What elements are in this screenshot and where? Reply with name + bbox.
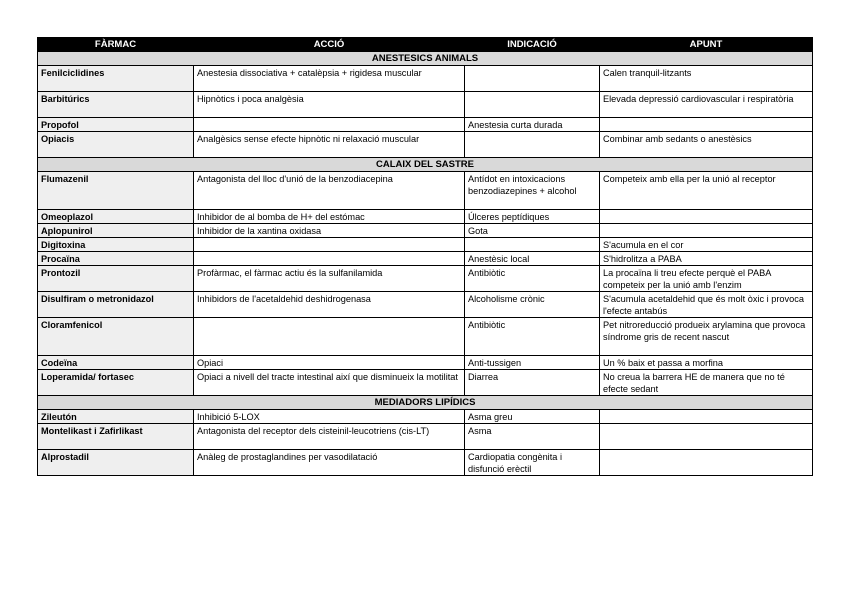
indication-cell: Antídot en intoxicacions benzodiazepines + alcohol (465, 172, 600, 210)
note-cell (600, 450, 813, 476)
table-row (38, 224, 813, 238)
table-row (38, 92, 813, 118)
drug-cell: Prontozil (38, 266, 194, 292)
table-row (38, 172, 813, 210)
section-row (38, 158, 813, 172)
drug-cell: Fenilciclidines (38, 66, 194, 92)
indication-cell: Antibiòtic (465, 266, 600, 292)
indication-cell: Diarrea (465, 370, 600, 396)
note-cell: Un % baix et passa a morfina (600, 356, 813, 370)
drug-cell: Omeoplazol (38, 210, 194, 224)
action-cell (194, 238, 465, 252)
action-cell: Anàleg de prostaglandines per vasodilatació (194, 450, 465, 476)
indication-cell: Antibiòtic (465, 318, 600, 356)
drug-cell: Digitoxina (38, 238, 194, 252)
indication-cell: Alcoholisme crònic (465, 292, 600, 318)
drug-cell: Zileutón (38, 410, 194, 424)
section-title: CALAIX DEL SASTRE (38, 158, 813, 172)
action-cell: Antagonista del lloc d'unió de la benzodiacepina (194, 172, 465, 210)
indication-cell: Asma (465, 424, 600, 450)
drug-cell: Disulfiram o metronidazol (38, 292, 194, 318)
header-indicacio: INDICACIÓ (465, 38, 600, 52)
section-title: MEDIADORS LIPÍDICS (38, 396, 813, 410)
note-cell: Calen tranquil-litzants (600, 66, 813, 92)
table-row (38, 356, 813, 370)
indication-cell: Úlceres peptídiques (465, 210, 600, 224)
action-cell: Opiaci (194, 356, 465, 370)
table-row (38, 266, 813, 292)
indication-cell: Anti-tussigen (465, 356, 600, 370)
indication-cell: Cardiopatia congènita i disfunció erèctil (465, 450, 600, 476)
note-cell: S'acumula en el cor (600, 238, 813, 252)
table-row (38, 424, 813, 450)
section-row (38, 396, 813, 410)
action-cell: Hipnòtics i poca analgèsia (194, 92, 465, 118)
action-cell: Analgèsics sense efecte hipnòtic ni relaxació muscular (194, 132, 465, 158)
action-cell: Anestesia dissociativa + catalèpsia + rigidesa muscular (194, 66, 465, 92)
indication-cell: Anestesia curta durada (465, 118, 600, 132)
action-cell (194, 318, 465, 356)
table-row (38, 118, 813, 132)
indication-cell (465, 132, 600, 158)
table-row (38, 410, 813, 424)
table-row (38, 292, 813, 318)
indication-cell: Gota (465, 224, 600, 238)
note-cell: Combinar amb sedants o anestèsics (600, 132, 813, 158)
action-cell (194, 252, 465, 266)
section-title: ANESTESICS ANIMALS (38, 52, 813, 66)
header-accio: ACCIÓ (194, 38, 465, 52)
note-cell (600, 224, 813, 238)
note-cell: Elevada depressió cardiovascular i respiratòria (600, 92, 813, 118)
indication-cell (465, 66, 600, 92)
drug-cell: Propofol (38, 118, 194, 132)
action-cell: Inhibidor de la xantina oxidasa (194, 224, 465, 238)
table-row (38, 132, 813, 158)
drug-cell: Montelikast i Zafirlikast (38, 424, 194, 450)
note-cell (600, 118, 813, 132)
action-cell: Inhibidors de l'acetaldehid deshidrogenasa (194, 292, 465, 318)
drug-cell: Loperamida/ fortasec (38, 370, 194, 396)
header-farmac: FÀRMAC (38, 38, 194, 52)
header-apunt: APUNT (600, 38, 813, 52)
drug-cell: Cloramfenicol (38, 318, 194, 356)
indication-cell: Asma greu (465, 410, 600, 424)
drug-cell: Procaïna (38, 252, 194, 266)
drug-cell: Flumazenil (38, 172, 194, 210)
drug-cell: Alprostadil (38, 450, 194, 476)
note-cell: No creua la barrera HE de manera que no té efecte sedant (600, 370, 813, 396)
table-row (38, 450, 813, 476)
drug-cell: Opiacis (38, 132, 194, 158)
note-cell: S'hidrolitza a PABA (600, 252, 813, 266)
note-cell (600, 410, 813, 424)
table-row (38, 318, 813, 356)
table-row (38, 210, 813, 224)
header-row (38, 38, 813, 52)
note-cell: S'acumula acetaldehid que és molt òxic i provoca l'efecte antabús (600, 292, 813, 318)
action-cell: Inhibidor de al bomba de H+ del estómac (194, 210, 465, 224)
action-cell: Inhibició 5-LOX (194, 410, 465, 424)
action-cell: Antagonista del receptor dels cisteinil-leucotriens (cis-LT) (194, 424, 465, 450)
note-cell: La procaïna li treu efecte perquè el PABA competeix per la unió amb l'enzim (600, 266, 813, 292)
note-cell (600, 424, 813, 450)
table-row (38, 252, 813, 266)
section-row (38, 52, 813, 66)
note-cell (600, 210, 813, 224)
indication-cell (465, 238, 600, 252)
action-cell (194, 118, 465, 132)
action-cell: Opiaci a nivell del tracte intestinal així que disminueix la motilitat (194, 370, 465, 396)
note-cell: Competeix amb ella per la unió al receptor (600, 172, 813, 210)
drug-cell: Barbitúrics (38, 92, 194, 118)
table-row (38, 238, 813, 252)
note-cell: Pet nitroreducció produeix arylamina que provoca síndrome gris de recent nascut (600, 318, 813, 356)
action-cell: Profàrmac, el fàrmac actiu és la sulfanilamida (194, 266, 465, 292)
table-row (38, 370, 813, 396)
indication-cell: Anestèsic local (465, 252, 600, 266)
pharmacology-table (37, 37, 813, 476)
indication-cell (465, 92, 600, 118)
drug-cell: Codeïna (38, 356, 194, 370)
drug-cell: Aplopunirol (38, 224, 194, 238)
table-row (38, 66, 813, 92)
